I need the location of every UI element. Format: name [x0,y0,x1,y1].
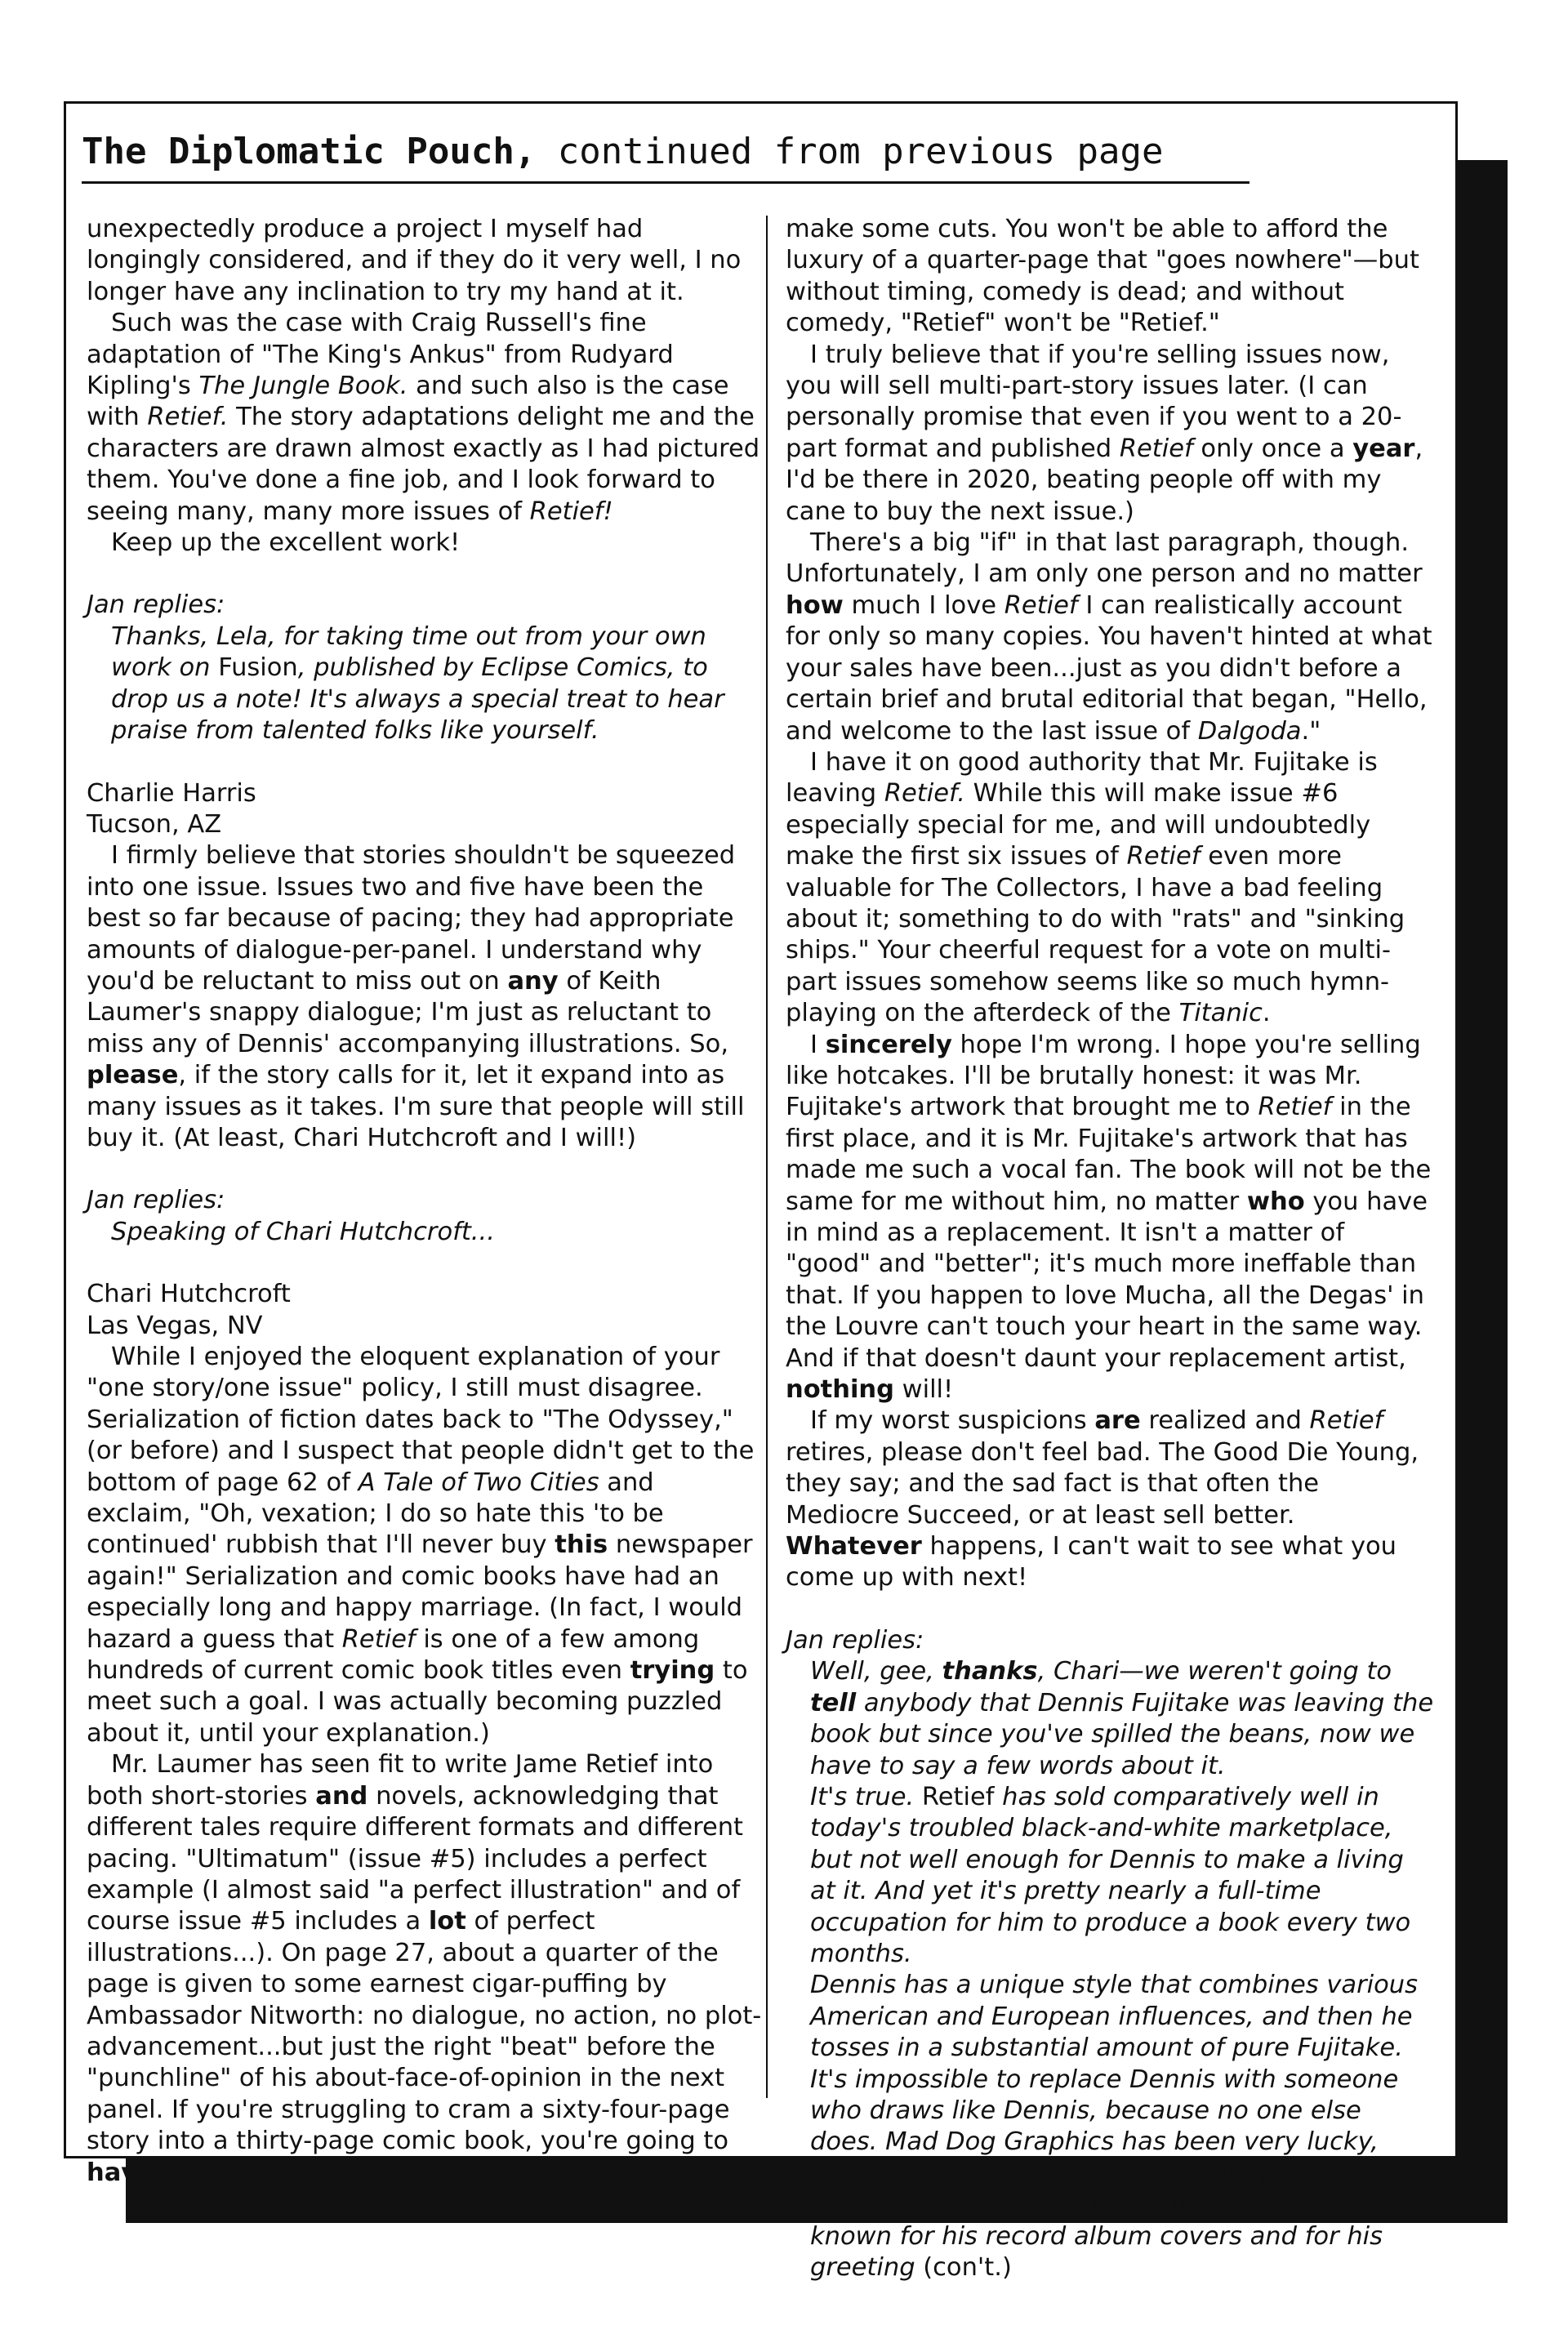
letter-location: Las Vegas, NV [87,1311,263,1340]
letter-author: Charlie Harris [87,778,256,808]
right-column [786,214,1435,2283]
title-bold: The Diplomatic Pouch, [82,131,537,172]
paragraph: If my worst suspicions are realized and Retief retires, please don't feel bad. The Good Die Young, they say; and the sad fact is that often the Mediocre Succeed, or at least sell better. Whatever happens, I can't wait to see what you come up with next! [786,1406,1419,1592]
paragraph: unexpectedly produce a project I myself had longingly considered, and if they do it very well, I no longer have any inclination to try my hand at it. [87,215,742,306]
paragraph: There's a big "if" in that last paragraph, though. Unfortunately, I am only one person and no matter how much I love Retief I can realistically account for only so many copies. You haven't hinted at what your sales have been...just as you didn't before a certain brief and brutal editorial that began, "Hello, and welcome to the last issue of Dalgoda." [786,528,1432,746]
letter-author: Chari Hutchcroft [87,1280,291,1309]
reply-label: Jan replies: [786,1625,924,1655]
paragraph: Such was the case with Craig Russell's fine adaptation of "The King's Ankus" from Rudyard Kipling's The Jungle Book. and such also is the case with Retief. The story adaptations delight me and the characters are drawn almost exactly as I had pictured them. You've done a fine job, and I look forward to seeing many, many more issues of Retief! [87,309,760,526]
reply-text: Thanks, Lela, for taking time out from your own work on Fusion, published by Eclipse Comics, to drop us a note! It's always a special treat to hear praise from talented folks like yourself. [111,621,724,746]
reply-text: Dennis has a unique style that combines various American and European influences, and then he tosses in a substantial amount of pure Fujitake. It's impossible to replace Dennis with someone who draws like Dennis, because no one else does. Mad Dog Graphics has been very lucky, however, to latch onto the extremely talented Steve Vance to pick up the torch. Steve is best known for his record album covers and for his greeting (con't.) [810,1971,1419,2282]
page-title [82,131,1250,184]
reply-text: It's true. Retief has sold comparatively well in today's troubled black-and-white marketplace, but not well enough for Dennis to make a living at it. And yet it's pretty nearly a full-time occupation for him to produce a book every two months. [810,1782,1411,1968]
column-divider [766,216,768,2098]
paragraph: Mr. Laumer has seen fit to write Jame Retief into both short-stories and novels, acknowledging that different tales require different formats and different pacing. "Ultimatum" (issue #5) includes a perfect example (I almost said "a perfect illustration" and of course issue #5 includes a lot of perfect illustrations...). On page 27, about a quarter of the page is given to some earnest cigar-puffing by Ambassador Nitworth: no dialogue, no action, no plot-advancement...but just the right "beat" before the "punchline" of his about-face-of-opinion in the next panel. If you're struggling to cram a sixty-four-page story into a thirty-page comic book, you're going to have to [87,1750,762,2187]
paragraph: Keep up the excellent work! [111,528,461,558]
paragraph: make some cuts. You won't be able to afford the luxury of a quarter-page that "goes nowhere"—but without timing, comedy is dead; and without comedy, "Retief" won't be "Retief." [786,215,1419,338]
reply-text: Speaking of Chari Hutchcroft... [111,1217,495,1246]
left-column [87,214,764,2189]
letter-location: Tucson, AZ [87,809,222,839]
paragraph: I firmly believe that stories shouldn't be squeezed into one issue. Issues two and five have been the best so far because of pacing; they had appropriate amounts of dialogue-per-panel. I understand why you'd be reluctant to miss out on any of Keith Laumer's snappy dialogue; I'm just as reluctant to miss any of Dennis' accompanying illustrations. So, please, if the story calls for it, let it expand into as many issues as it takes. I'm sure that people will still buy it. (At least, Chari Hutchcroft and I will!) [87,841,745,1152]
paragraph: I have it on good authority that Mr. Fujitake is leaving Retief. While this will make issue #6 especially special for me, and will undoubtedly make the first six issues of Retief even more valuable for The Collectors, I have a bad feeling about it; something to do with "rats" and "sinking ships." Your cheerful request for a vote on multi-part issues somehow seems like so much hymn-playing on the afterdeck of the Titanic. [786,747,1405,1028]
reply-label: Jan replies: [87,590,225,620]
paragraph: I sincerely hope I'm wrong. I hope you're selling like hotcakes. I'll be brutally honest: it was Mr. Fujitake's artwork that brought me to Retief in the first place, and it is Mr. Fujitake's artwork that has made me such a vocal fan. The book will not be the same for me without him, no matter who you have in mind as a replacement. It isn't a matter of "good" and "better"; it's much more ineffable than that. If you happen to love Mucha, all the Degas' in the Louvre can't touch your heart in the same way. And if that doesn't daunt your replacement artist, nothing will! [786,1030,1432,1405]
continued-marker: (con't.) [923,2253,1012,2282]
paragraph: I truly believe that if you're selling issues now, you will sell multi-part-story issues later. (I can personally promise that even if you went to a 20-part format and published Retief only once a year, I'd be there in 2020, beating people off with my cane to buy the next issue.) [786,340,1423,526]
reply-label: Jan replies: [87,1186,225,1215]
paragraph: While I enjoyed the eloquent explanation of your "one story/one issue" policy, I still must disagree. Serialization of fiction dates back to "The Odyssey," (or before) and I suspect that people didn't get to the bottom of page 62 of A Tale of Two Cities and exclaim, "Oh, vexation; I do so hate this 'to be continued' rubbish that I'll never buy this newspaper again!" Serialization and comic books have had an especially long and happy marriage. (In fact, I would hazard a guess that Retief is one of a few among hundreds of current comic book titles even trying to meet such a goal. I was actually becoming puzzled about it, until your explanation.) [87,1343,755,1748]
title-continued: continued from previous page [536,131,1164,172]
reply-text: Well, gee, thanks, Chari—we weren't going to tell anybody that Dennis Fujitake was leaving the book but since you've spilled the beans, now we have to say a few words about it. [810,1657,1434,1780]
